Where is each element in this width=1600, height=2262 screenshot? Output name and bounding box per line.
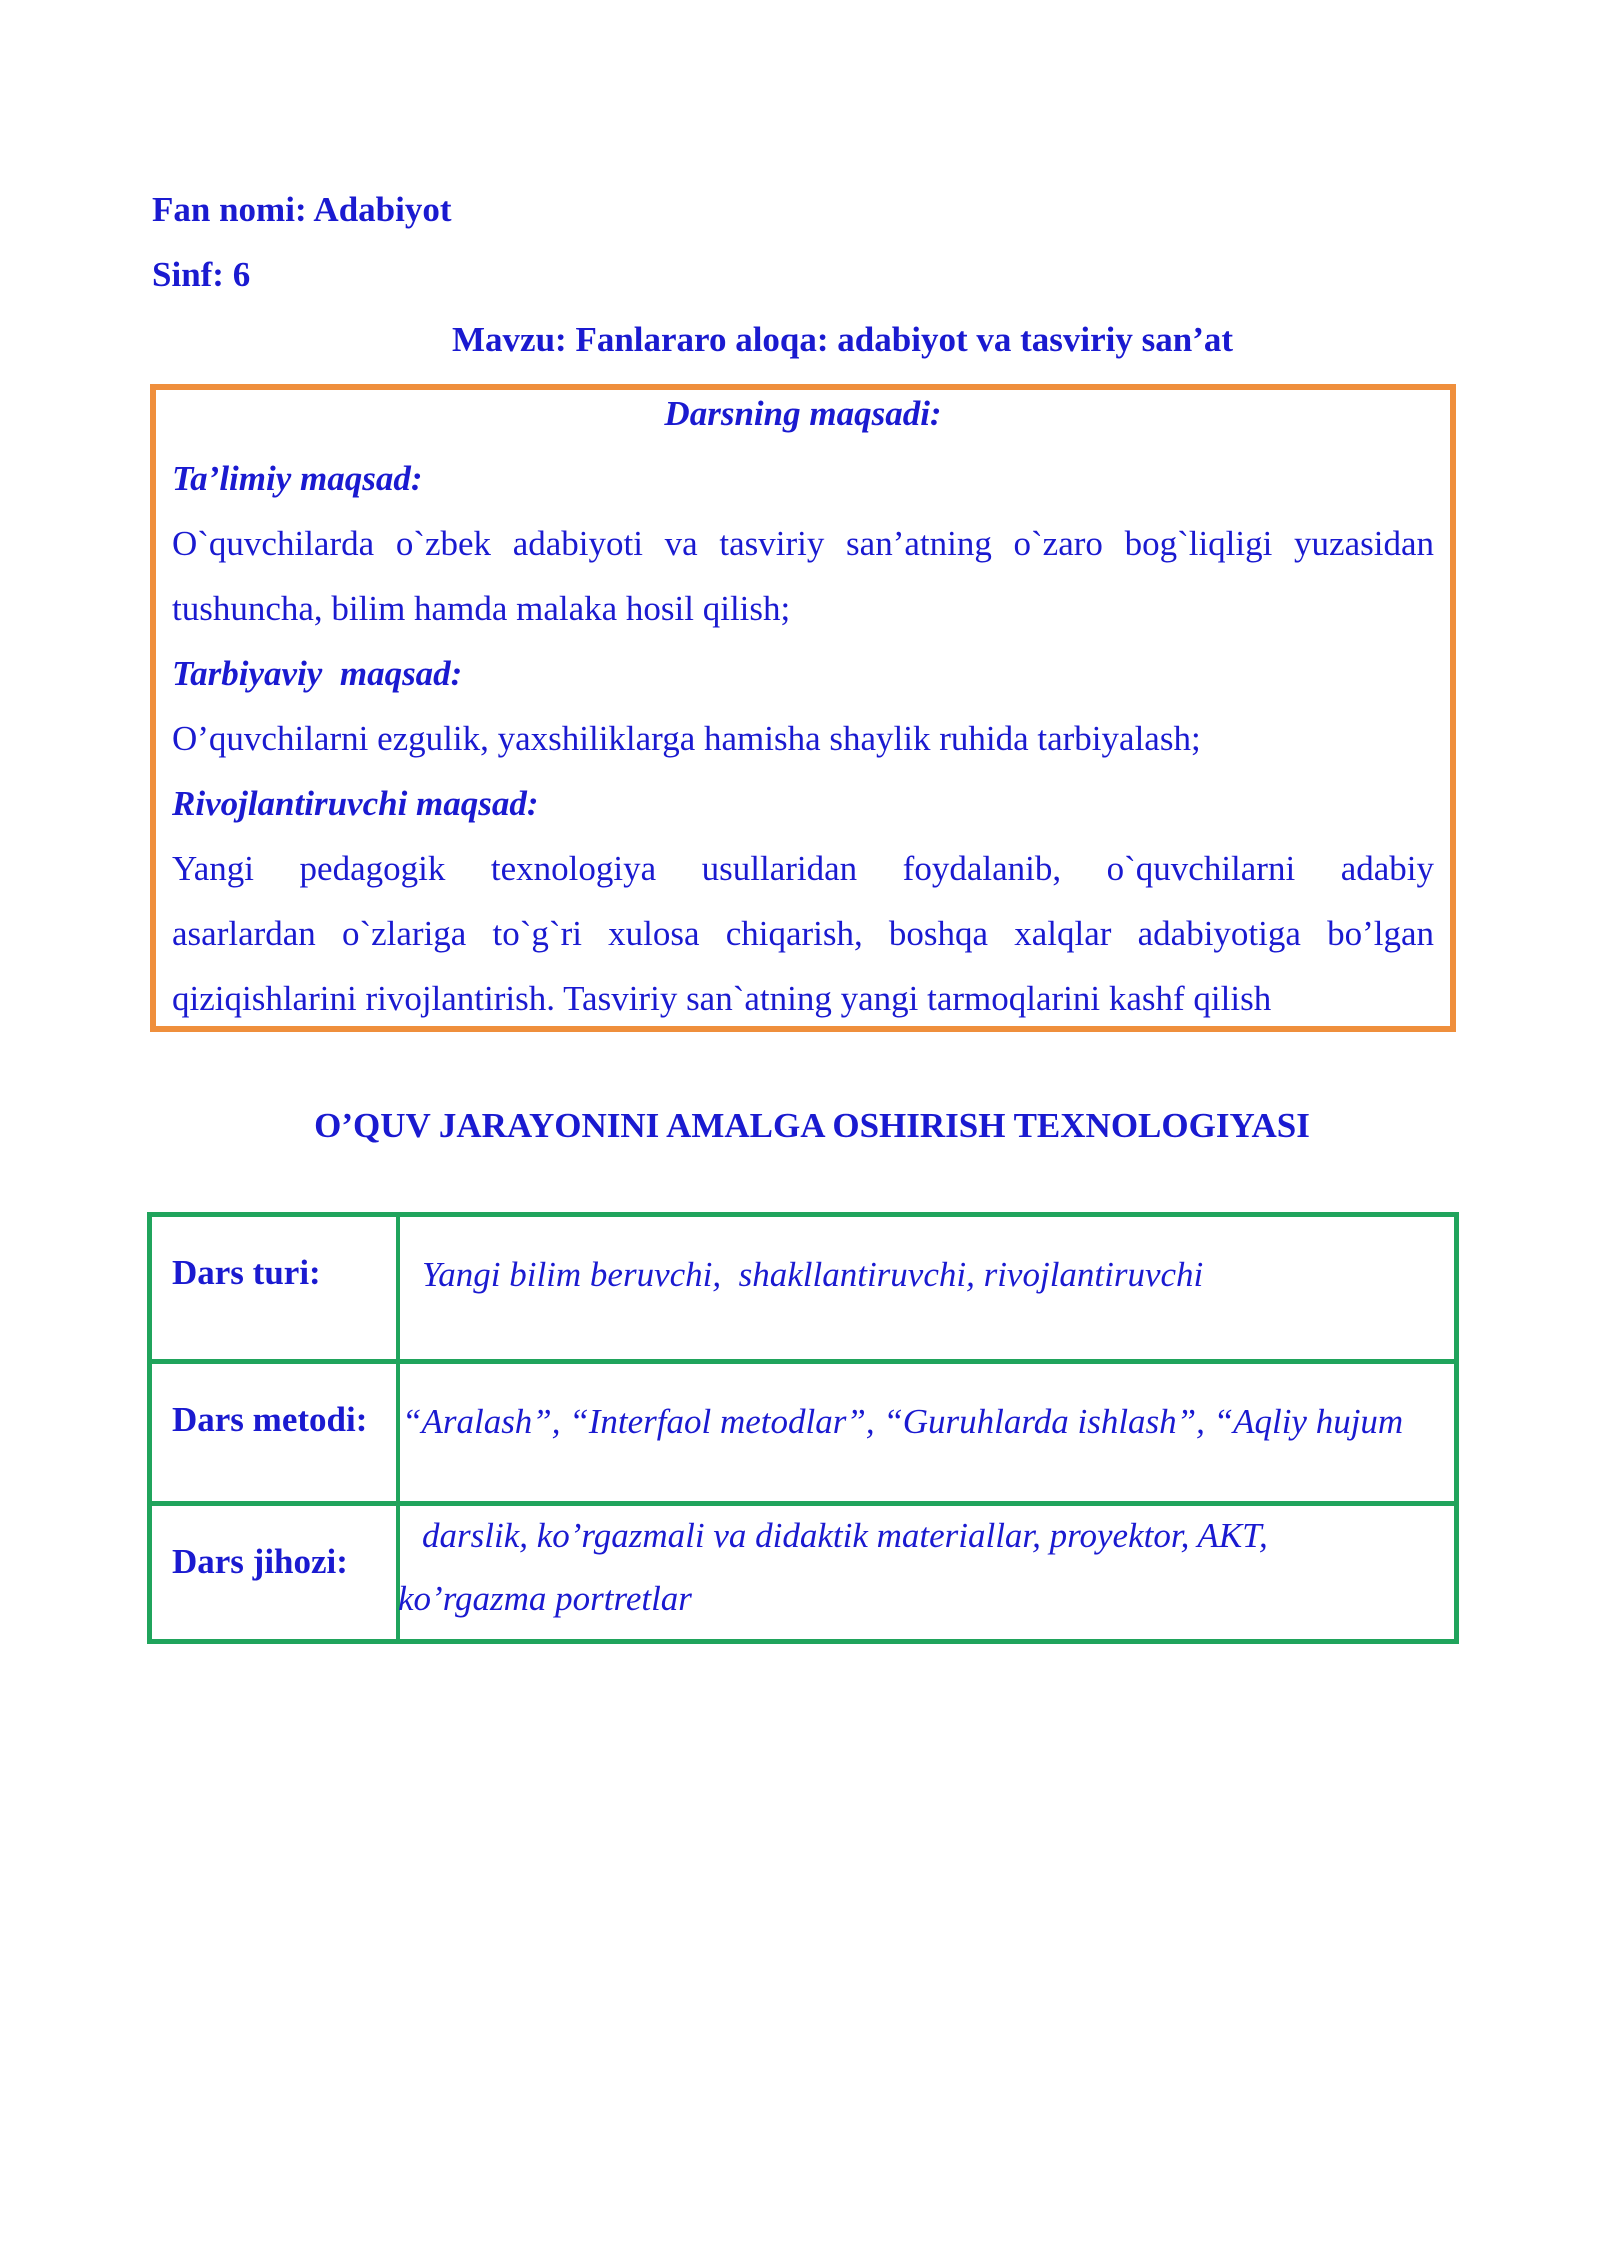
row-label: Dars turi: xyxy=(172,1253,321,1292)
table-row xyxy=(152,1359,1454,1506)
table-row xyxy=(152,1501,1454,1644)
rivojlantiruvchi-text-line: Yangi pedagogik texnologiya usullaridan foydalanib, o`quvchilarni adabiy xyxy=(172,849,1434,888)
row-value: ko’rgazma portretlar xyxy=(398,1579,692,1618)
row-label: Dars jihozi: xyxy=(172,1542,348,1581)
tarbiyaviy-text: O’quvchilarni ezgulik, yaxshiliklarga hamisha shaylik ruhida tarbiyalash; xyxy=(172,719,1201,758)
row-value: “Aralash”, “Interfaol metodlar”, “Guruhlarda ishlash”, “Aqliy hujum xyxy=(402,1402,1404,1441)
row-label: Dars metodi: xyxy=(172,1400,368,1439)
row-value: Yangi bilim beruvchi, shakllantiruvchi, rivojlantiruvchi xyxy=(422,1255,1204,1294)
grade: Sinf: 6 xyxy=(152,255,251,294)
rivojlantiruvchi-text-line: asarlardan o`zlariga to`g`ri xulosa chiqarish, boshqa xalqlar adabiyotiga bo’lgan xyxy=(172,914,1434,953)
tarbiyaviy-label: Tarbiyaviy maqsad: xyxy=(172,654,463,693)
talimiy-text-line: O`quvchilarda o`zbek adabiyoti va tasviriy san’atning o`zaro bog`liqligi yuzasidan xyxy=(172,524,1434,563)
rivojlantiruvchi-label: Rivojlantiruvchi maqsad: xyxy=(172,784,539,823)
goals-title: Darsning maqsadi: xyxy=(664,394,942,433)
table-row xyxy=(152,1217,1454,1359)
row-value: darslik, ko’rgazmali va didaktik materiallar, proyektor, AKT, xyxy=(422,1516,1268,1555)
lesson-info-table xyxy=(147,1212,1459,1644)
technology-heading: O’QUV JARAYONINI AMALGA OSHIRISH TEXNOLOGIYASI xyxy=(314,1106,1310,1145)
talimiy-text-line: tushuncha, bilim hamda malaka hosil qilish; xyxy=(172,589,791,628)
lesson-goals-box xyxy=(150,384,1456,1032)
rivojlantiruvchi-text-line: qiziqishlarini rivojlantirish. Tasviriy san`atning yangi tarmoqlarini kashf qilish xyxy=(172,979,1272,1018)
subject-name: Fan nomi: Adabiyot xyxy=(152,190,452,229)
talimiy-label: Ta’limiy maqsad: xyxy=(172,459,423,498)
lesson-topic: Mavzu: Fanlararo aloqa: adabiyot va tasviriy san’at xyxy=(452,320,1234,359)
